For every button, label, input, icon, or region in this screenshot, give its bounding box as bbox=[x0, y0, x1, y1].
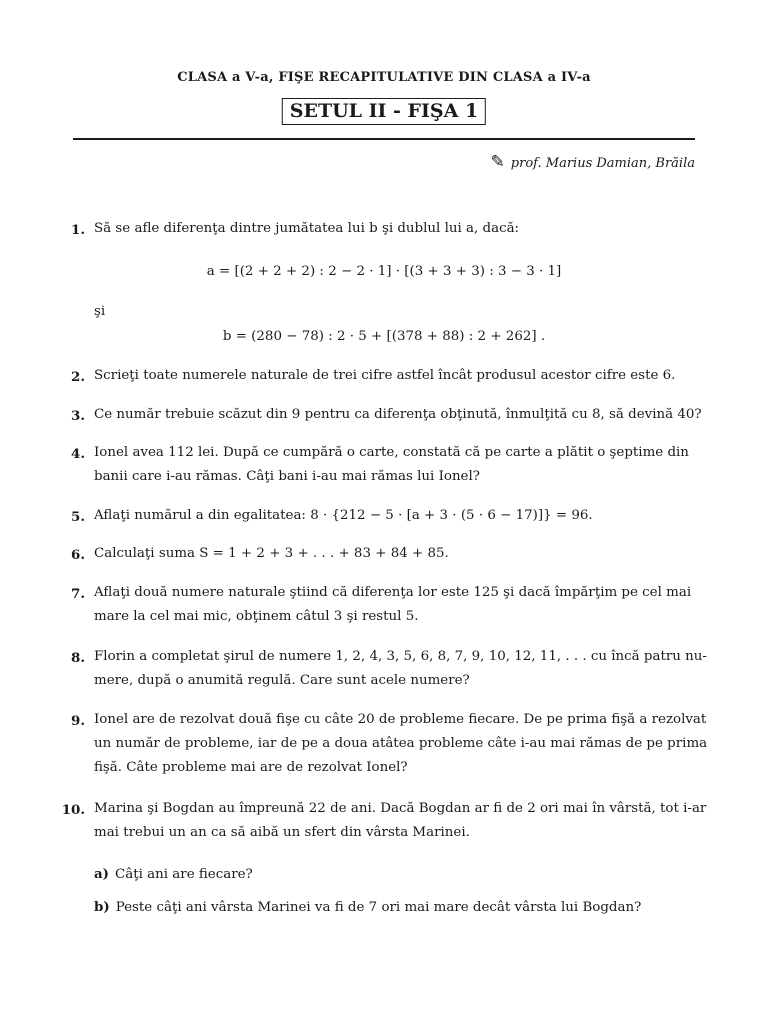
author-line bbox=[491, 152, 695, 172]
subitem-label: a) bbox=[94, 866, 110, 882]
problem-text bbox=[94, 645, 707, 693]
subitem-text: Câţi ani are fiecare? bbox=[115, 867, 253, 882]
problem-line: Ionel are de rezolvat două fişe cu câte 20 de probleme fiecare. De pe prima fişă a rezolvat bbox=[94, 712, 707, 727]
problem-line: mare la cel mai mic, obţinem câtul 3 şi restul 5. bbox=[94, 609, 419, 624]
problem-line: fişă. Câte probleme mai are de rezolvat Ionel? bbox=[94, 760, 408, 775]
problem-line: Florin a completat şirul de numere 1, 2, 4, 3, 5, 6, 8, 7, 9, 10, 12, 11, . . . cu încă patru nu- bbox=[94, 649, 707, 664]
problem-number: 6. bbox=[71, 547, 85, 563]
problem-text bbox=[94, 708, 708, 780]
problem-text bbox=[94, 403, 702, 427]
problem-line: Marina şi Bogdan au împreună 22 de ani. Dacă Bogdan ar fi de 2 ori mai în vârstă, tot i-ar bbox=[94, 801, 707, 816]
problem-text bbox=[94, 797, 707, 845]
problem-text bbox=[94, 504, 696, 528]
conjunction-si: şi bbox=[94, 304, 106, 319]
problem-text bbox=[94, 542, 696, 566]
author-name: prof. Marius Damian, Brăila bbox=[510, 156, 695, 171]
problem-line: Ce număr trebuie scăzut din 9 pentru ca diferenţa obţinută, înmulţită cu 8, să devină 40? bbox=[94, 407, 702, 422]
worksheet-subtitle: CLASA a V-a, FIŞE RECAPITULATIVE DIN CLASA a IV-a bbox=[177, 70, 591, 85]
problem-text bbox=[94, 581, 696, 629]
problem-line: Ionel avea 112 lei. După ce cumpără o carte, constată că pe carte a plătit o şeptime din bbox=[94, 445, 689, 460]
problem-text bbox=[94, 364, 696, 388]
problem-line: un număr de probleme, iar de pe a doua atâtea probleme câte i-au mai rămas de pe prima bbox=[94, 736, 708, 751]
problem-number: 1. bbox=[71, 222, 85, 238]
header-divider bbox=[73, 138, 695, 140]
problem-text bbox=[94, 217, 696, 241]
subitem-text: Peste câţi ani vârsta Marinei va fi de 7 ori mai mare decât vârsta lui Bogdan? bbox=[115, 900, 642, 915]
problem-number: 5. bbox=[71, 509, 85, 525]
problem-line: mere, după o anumită regulă. Care sunt acele numere? bbox=[94, 673, 470, 688]
problem-number: 9. bbox=[71, 713, 85, 729]
problem-number: 10. bbox=[61, 802, 85, 818]
problem-line: mai trebui un an ca să aibă un sfert din vârsta Marinei. bbox=[94, 825, 470, 840]
problem-number: 8. bbox=[71, 650, 85, 666]
problem-line: Calculaţi suma S = 1 + 2 + 3 + . . . + 83 + 84 + 85. bbox=[94, 546, 449, 561]
formula-a: a = [(2 + 2 + 2) : 2 − 2 · 1] · [(3 + 3 + 3) : 3 − 3 · 1] bbox=[206, 264, 562, 279]
problem-text bbox=[94, 441, 696, 489]
subitem-b bbox=[94, 899, 641, 915]
problem-line: Să se afle diferenţa dintre jumătatea lui b şi dublul lui a, dacă: bbox=[94, 221, 520, 236]
problem-line: Scrieţi toate numerele naturale de trei cifre astfel încât produsul acestor cifre este 6. bbox=[94, 368, 676, 383]
subitem-a bbox=[94, 866, 253, 882]
problem-line: banii care i-au rămas. Câţi bani i-au mai rămas lui Ionel? bbox=[94, 469, 480, 484]
problem-line: Aflaţi numărul a din egalitatea: 8 · {212 − 5 · [a + 3 · (5 · 6 − 17)]} = 96. bbox=[94, 508, 593, 523]
worksheet-title: SETUL II - FIŞA 1 bbox=[282, 98, 486, 125]
problem-number: 7. bbox=[71, 586, 85, 602]
formula-b: b = (280 − 78) : 2 · 5 + [(378 + 88) : 2 + 262] . bbox=[222, 329, 546, 344]
problem-number: 2. bbox=[71, 369, 85, 385]
pencil-icon: ✎ bbox=[490, 152, 505, 172]
problem-number: 3. bbox=[71, 408, 85, 424]
problem-line: Aflaţi două numere naturale ştiind că diferenţa lor este 125 şi dacă împărţim pe cel mai bbox=[94, 585, 692, 600]
subitem-label: b) bbox=[94, 899, 110, 915]
problem-number: 4. bbox=[71, 446, 85, 462]
